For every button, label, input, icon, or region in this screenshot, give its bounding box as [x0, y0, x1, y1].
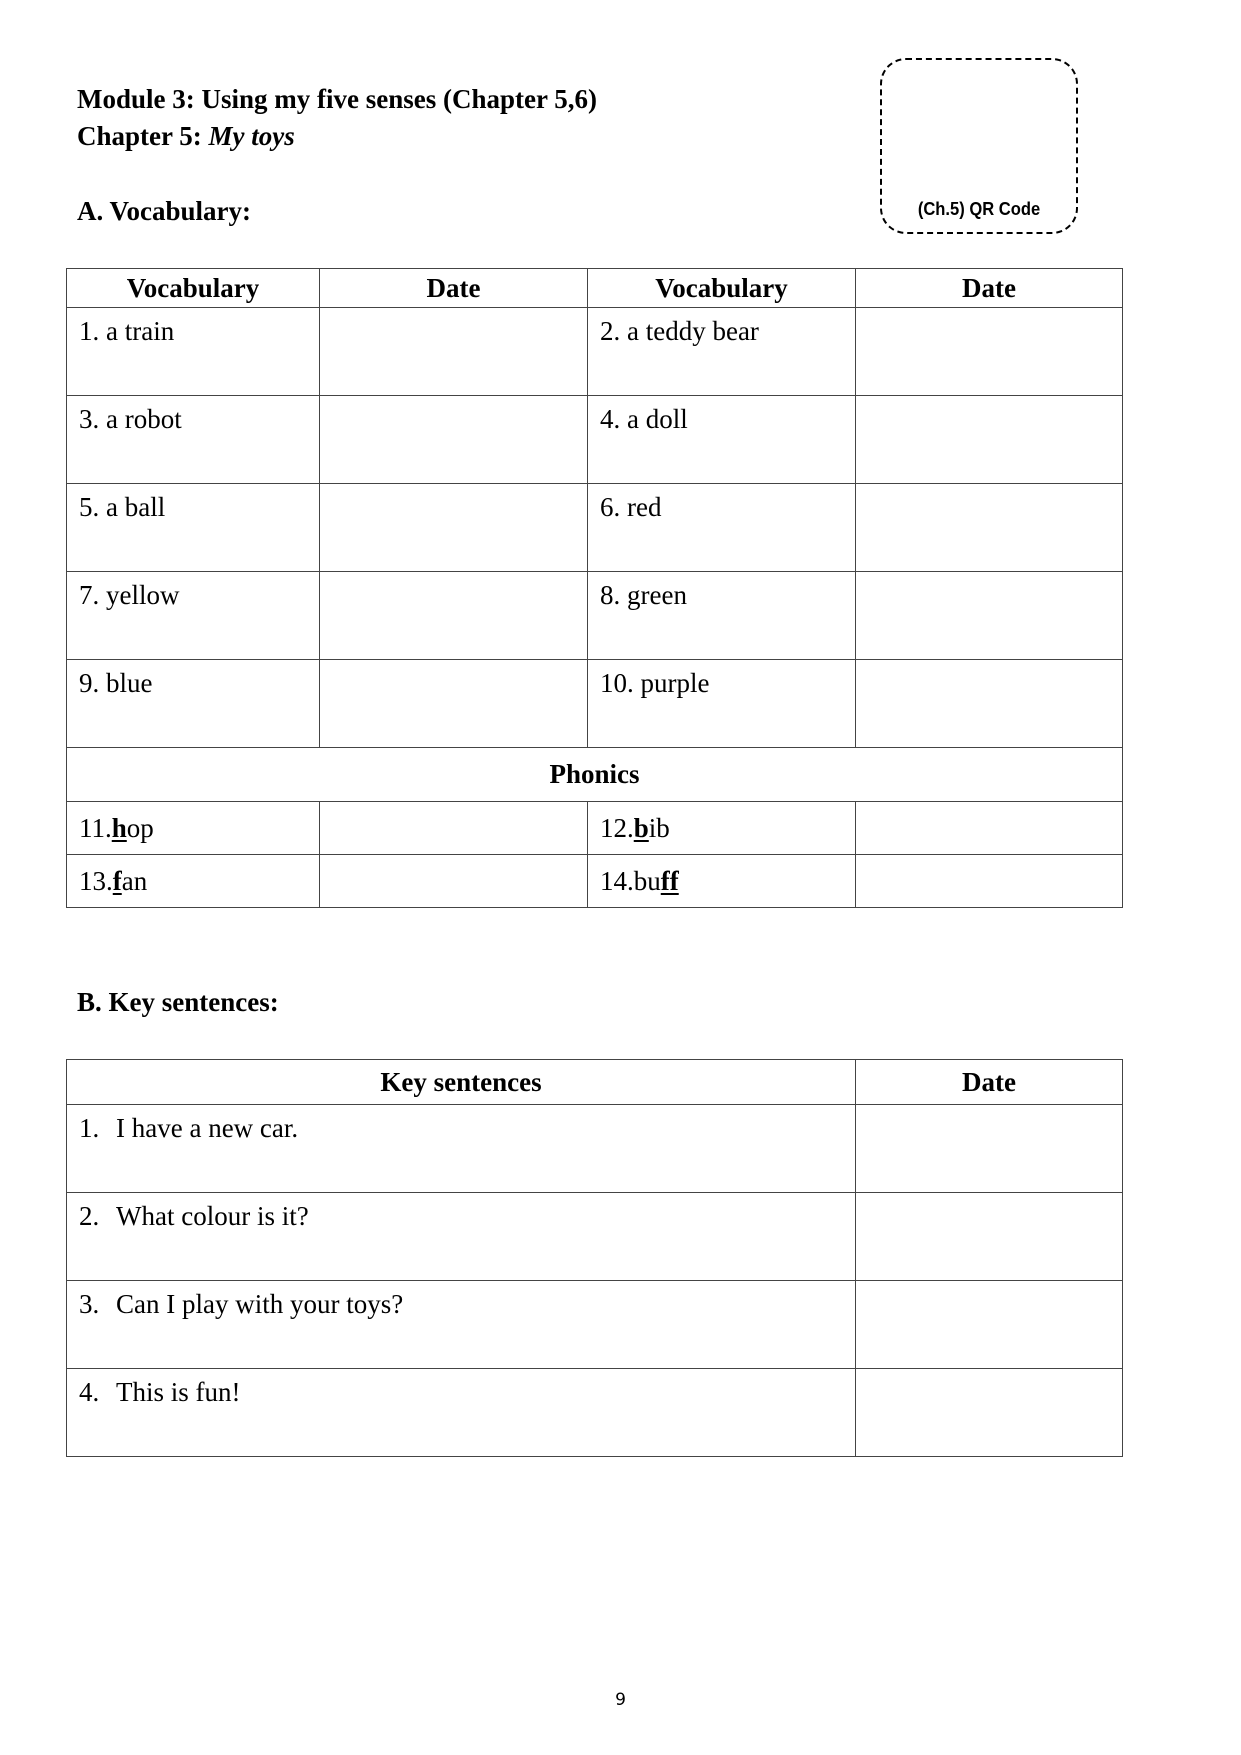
sentence-item: 3. Can I play with your toys? — [67, 1281, 856, 1369]
date-cell[interactable] — [320, 802, 588, 855]
phonics-item: 13.fan — [67, 855, 320, 908]
date-cell[interactable] — [320, 572, 588, 660]
sentence-item: 2. What colour is it? — [67, 1193, 856, 1281]
chapter-title — [77, 118, 295, 154]
date-cell[interactable] — [320, 484, 588, 572]
date-cell[interactable] — [856, 1369, 1123, 1457]
header-date-right: Date — [856, 269, 1123, 308]
table-row — [67, 396, 1123, 484]
header-key-sentences: Key sentences — [67, 1060, 856, 1105]
qr-code-label: (Ch.5) QR Code — [917, 199, 1041, 219]
date-cell[interactable] — [856, 660, 1123, 748]
sentence-item: 1. I have a new car. — [67, 1105, 856, 1193]
table-row — [67, 855, 1123, 908]
vocab-item: 8. green — [588, 572, 856, 660]
table-row — [67, 1105, 1123, 1193]
key-sentences-table — [66, 1059, 1123, 1457]
section-b-title: B. Key sentences: — [77, 987, 279, 1017]
vocab-item: 5. a ball — [67, 484, 320, 572]
phonics-item: 14.buff — [588, 855, 856, 908]
table-row — [67, 660, 1123, 748]
date-cell[interactable] — [856, 396, 1123, 484]
date-cell[interactable] — [320, 660, 588, 748]
chapter-prefix: Chapter 5: — [77, 121, 202, 151]
date-cell[interactable] — [856, 1281, 1123, 1369]
table-row — [67, 1369, 1123, 1457]
date-cell[interactable] — [320, 396, 588, 484]
date-cell[interactable] — [320, 855, 588, 908]
module-title: Module 3: Using my five senses (Chapter 5,6) — [77, 84, 597, 114]
table-row — [67, 802, 1123, 855]
vocabulary-header-row — [67, 269, 1123, 308]
key-sentences-header-row — [67, 1060, 1123, 1105]
date-cell[interactable] — [856, 855, 1123, 908]
date-cell[interactable] — [856, 484, 1123, 572]
table-row — [67, 484, 1123, 572]
date-cell[interactable] — [856, 802, 1123, 855]
phonics-item: 12.bib — [588, 802, 856, 855]
vocab-item: 1. a train — [67, 308, 320, 396]
vocab-item: 4. a doll — [588, 396, 856, 484]
header-date-left: Date — [320, 269, 588, 308]
date-cell[interactable] — [856, 1105, 1123, 1193]
table-row — [67, 1281, 1123, 1369]
section-a-title: A. Vocabulary: — [77, 196, 252, 226]
vocab-item: 2. a teddy bear — [588, 308, 856, 396]
vocabulary-table — [66, 268, 1123, 908]
date-cell[interactable] — [320, 308, 588, 396]
header-vocabulary-right: Vocabulary — [588, 269, 856, 308]
table-row — [67, 308, 1123, 396]
vocab-item: 9. blue — [67, 660, 320, 748]
vocab-item: 6. red — [588, 484, 856, 572]
vocab-item: 7. yellow — [67, 572, 320, 660]
phonics-item: 11.hop — [67, 802, 320, 855]
table-row — [67, 572, 1123, 660]
sentence-item: 4. This is fun! — [67, 1369, 856, 1457]
date-cell[interactable] — [856, 572, 1123, 660]
qr-code-placeholder — [880, 58, 1078, 234]
vocab-item: 10. purple — [588, 660, 856, 748]
header-date: Date — [856, 1060, 1123, 1105]
vocab-item: 3. a robot — [67, 396, 320, 484]
chapter-name: My toys — [208, 121, 295, 151]
page-number: 9 — [615, 1690, 626, 1710]
phonics-header-row — [67, 748, 1123, 802]
phonics-title: Phonics — [67, 748, 1123, 802]
date-cell[interactable] — [856, 308, 1123, 396]
table-row — [67, 1193, 1123, 1281]
date-cell[interactable] — [856, 1193, 1123, 1281]
header-vocabulary-left: Vocabulary — [67, 269, 320, 308]
